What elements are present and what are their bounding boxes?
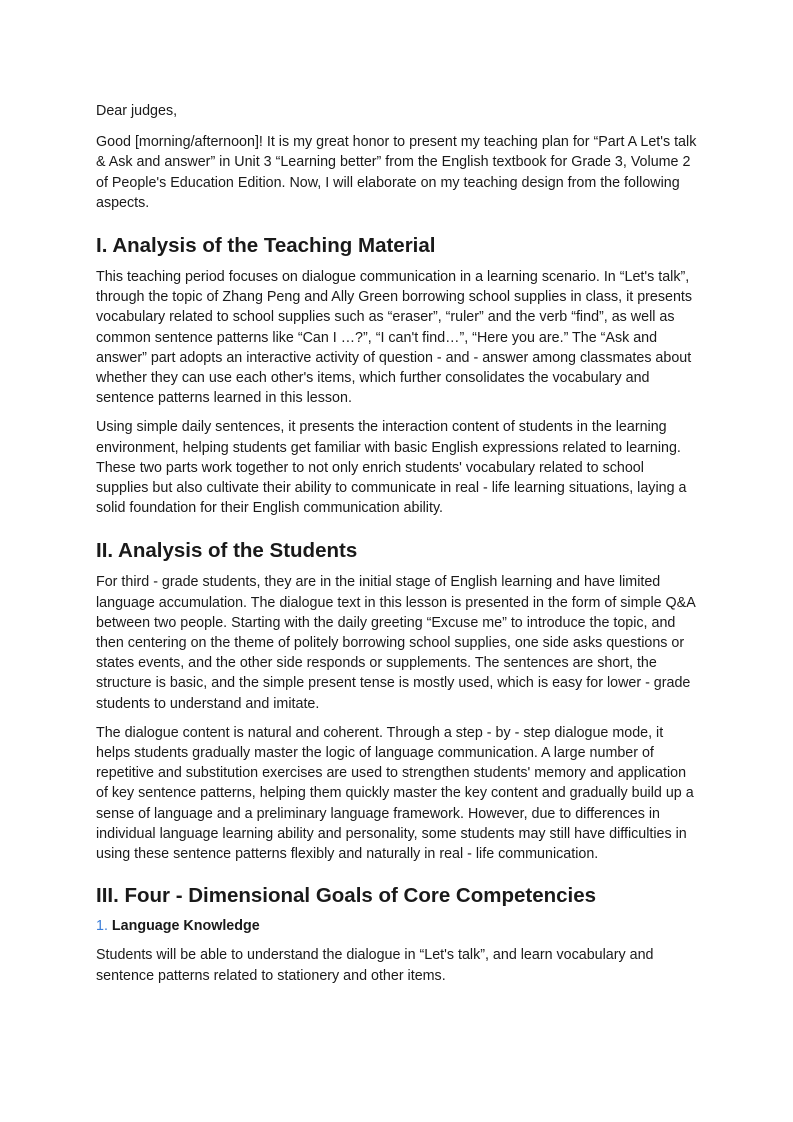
intro-paragraph: Good [morning/afternoon]! It is my great honor to present my teaching plan for “Part A Let's talk & Ask and answer” in Unit 3 “Learning better” from the English textbook for Grade 3, Volume 2 of People's Education Edition. Now, I will elaborate on my teaching design from the following aspects. xyxy=(96,134,697,211)
teaching-material-paragraph-2: Using simple daily sentences, it presents the interaction content of students in the learning environment, helping students get familiar with basic English expressions related to learning. These two parts work together to not only enrich students' vocabulary related to school supplies but also cultivate their ability to communicate in real - life learning situations, laying a solid foundation for their English communication ability. xyxy=(96,419,687,517)
students-paragraph-2: The dialogue content is natural and coherent. Through a step - by - step dialogue mode, it helps students gradually master the logic of language communication. A large number of repetitive and substitution exercises are used to strengthen students' memory and application of key sentence patterns, helping them quickly master the key content and gradually build up a sense of language and a preliminary language framework. However, due to differences in individual language learning ability and personality, some students may still have difficulties in using these sentence patterns flexibly and naturally in real - life communication. xyxy=(96,724,694,863)
section-heading-students: II. Analysis of the Students xyxy=(96,539,358,563)
greeting: Dear judges, xyxy=(96,103,178,119)
subsection-title: Language Knowledge xyxy=(111,918,260,935)
section-heading-teaching-material: I. Analysis of the Teaching Material xyxy=(96,234,436,258)
students-paragraph-1: For third - grade students, they are in the initial stage of English learning and have limited language accumulation. The dialogue text in this lesson is presented in the form of simple Q&A between two people. Starting with the daily greeting “Excuse me” to introduce the topic, and then centering on the theme of politely borrowing school supplies, one side asks questions or states events, and the other side responds or supplements. The sentences are short, the structure is basic, and the simple present tense is mostly used, which is easy for lower - grade students to understand and imitate. xyxy=(96,574,695,712)
document-page xyxy=(96,101,700,986)
subsection-heading-language-knowledge xyxy=(96,916,700,936)
section-heading-goals: III. Four - Dimensional Goals of Core Competencies xyxy=(96,884,597,908)
subsection-number: 1. xyxy=(96,918,108,935)
language-knowledge-paragraph: Students will be able to understand the dialogue in “Let's talk”, and learn vocabulary and sentence patterns related to stationery and other items. xyxy=(96,947,654,984)
teaching-material-paragraph-1: This teaching period focuses on dialogue communication in a learning scenario. In “Let's talk”, through the topic of Zhang Peng and Ally Green borrowing school supplies in class, it presents vocabulary related to school supplies such as “eraser”, “ruler” and the verb “find”, as well as common sentence patterns like “Can I …?”, “I can't find…”, “Here you are.” The “Ask and answer” part adopts an interactive activity of question - and - answer among classmates about whether they can use each other's items, which further consolidates the vocabulary and sentence patterns learned in this lesson. xyxy=(96,269,693,407)
